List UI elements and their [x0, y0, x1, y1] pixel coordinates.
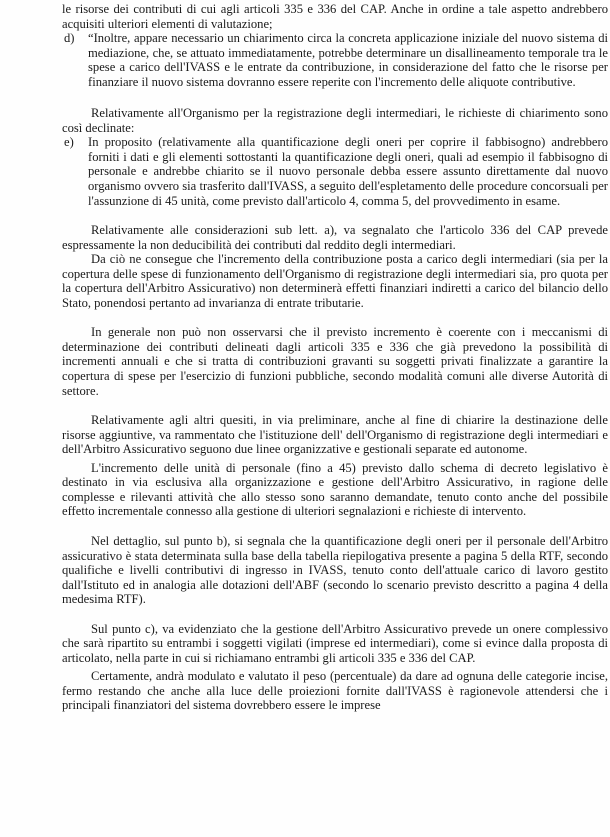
list-item-d-text: “Inoltre, appare necessario un chiarimento circa la concreta applicazione iniziale del nuovo sistema di mediazione, che, se attuato immediatamente, potrebbe determinare un disallineamento temporale tra le spese a carico dell'IVASS e le entrate da contribuzione, in considerazione del fatto che le risorse per finanziare il nuovo sistema dovranno essere reperite con l'incremento delle aliquote contributive. — [88, 31, 608, 89]
paragraph-sub-lett-a: Relativamente alle considerazioni sub lett. a), va segnalato che l'articolo 336 del CAP prevede espressamente la non deducibilità dei contributi dal reddito degli intermediari. — [62, 223, 608, 252]
list-marker-e: e) — [64, 135, 74, 150]
list-item-e — [62, 135, 608, 208]
list-marker-d: d) — [64, 31, 75, 46]
paragraph-organismo-intro: Relativamente all'Organismo per la registrazione degli intermediari, le richieste di chiarimento sono così declinate: — [62, 106, 608, 135]
paragraph-incremento-personale: L'incremento delle unità di personale (fino a 45) previsto dallo schema di decreto legislativo è destinato in via esclusiva alla organizzazione e gestione dell'Arbitro Assicurativo, in ragione delle complesse e rilevanti attività che allo stesso sono saranno demandate, tenuto conto anche del possibile effetto incrementale connesso alla gestione di ulteriori segnalazioni e richieste di intervento. — [62, 460, 608, 519]
list-item-d — [62, 31, 608, 89]
paragraph-punto-b: Nel dettaglio, sul punto b), si segnala che la quantificazione degli oneri per il personale dell'Arbitro assicurativo è stata determinata sulla base della tabella riepilogativa presente a pagina 5 della RTF, secondo qualifiche e livelli contributivi di ingresso in IVASS, tenuto conto dell'attuale carico di lavoro gestito dall'Istituto ed in analogia alle dotazioni dell'ABF (secondo lo scenario previsto descritto a pagina 4 della medesima RTF). — [62, 533, 608, 607]
paragraph-altri-quesiti: Relativamente agli altri quesiti, in via preliminare, anche al fine di chiarire la destinazione delle risorse aggiuntive, va rammentato che l'istituzione dell' dell'Organismo di registrazione degli intermediari e dell'Arbitro Assicurativo seguono due linee organizzative e gestionali separate ed autonome. — [62, 413, 608, 457]
document-body — [62, 2, 608, 713]
paragraph-consegue: Da ciò ne consegue che l'incremento della contribuzione posta a carico degli intermediari (sia per la copertura delle spese di funzionamento dell'Organismo di registrazione degli intermediari sia, pro quota per la copertura dell'Arbitro Assicurativo) non determinerà effetti finanziari indiretti a carico del bilancio dello Stato, ponendosi pertanto ad invarianza di entrate tributarie. — [62, 252, 608, 310]
list-item-e-text: In proposito (relativamente alla quantificazione degli oneri per coprire il fabbisogno) andrebbero forniti i dati e gli elementi sottostanti la quantificazione degli oneri, quali ad esempio il fabbisogno di personale e andrebbe chiarito se il nuovo personale debba essere assunto direttamente dal nuovo organismo ovvero sia trasferito dall'IVASS, a seguito dell'espletamento delle procedure concorsuali per l'assunzione di 45 unità, come previsto dall'articolo 4, comma 5, del provvedimento in esame. — [88, 135, 608, 208]
paragraph-in-generale: In generale non può non osservarsi che il previsto incremento è coerente con i meccanismi di determinazione dei contributi delineati dagli articoli 335 e 336 che già prevedono la possibilità di incrementi annuali e che si tratta di contribuzioni gravanti su soggetti privati finalizzate a garantire la copertura di spese per l'esercizio di funzioni pubbliche, secondo modalità comuni alle diverse Autorità di settore. — [62, 325, 608, 398]
paragraph-continuation: le risorse dei contributi di cui agli articoli 335 e 336 del CAP. Anche in ordine a tale aspetto andrebbero acquisiti ulteriori elementi di valutazione; — [62, 2, 608, 31]
paragraph-certamente: Certamente, andrà modulato e valutato il peso (percentuale) da dare ad ognuna delle categorie incise, fermo restando che anche alla luce delle proiezioni fornite dall'IVASS è ragionevole attendersi che i principali finanziatori del sistema dovrebbero essere le imprese — [62, 669, 608, 713]
paragraph-punto-c: Sul punto c), va evidenziato che la gestione dell'Arbitro Assicurativo prevede un onere complessivo che sarà ripartito su entrambi i soggetti vigilati (imprese ed intermediari), come si evince dalla proposta di articolato, nella parte in cui si richiamano entrambi gli articoli 335 e 336 del CAP. — [62, 621, 608, 665]
